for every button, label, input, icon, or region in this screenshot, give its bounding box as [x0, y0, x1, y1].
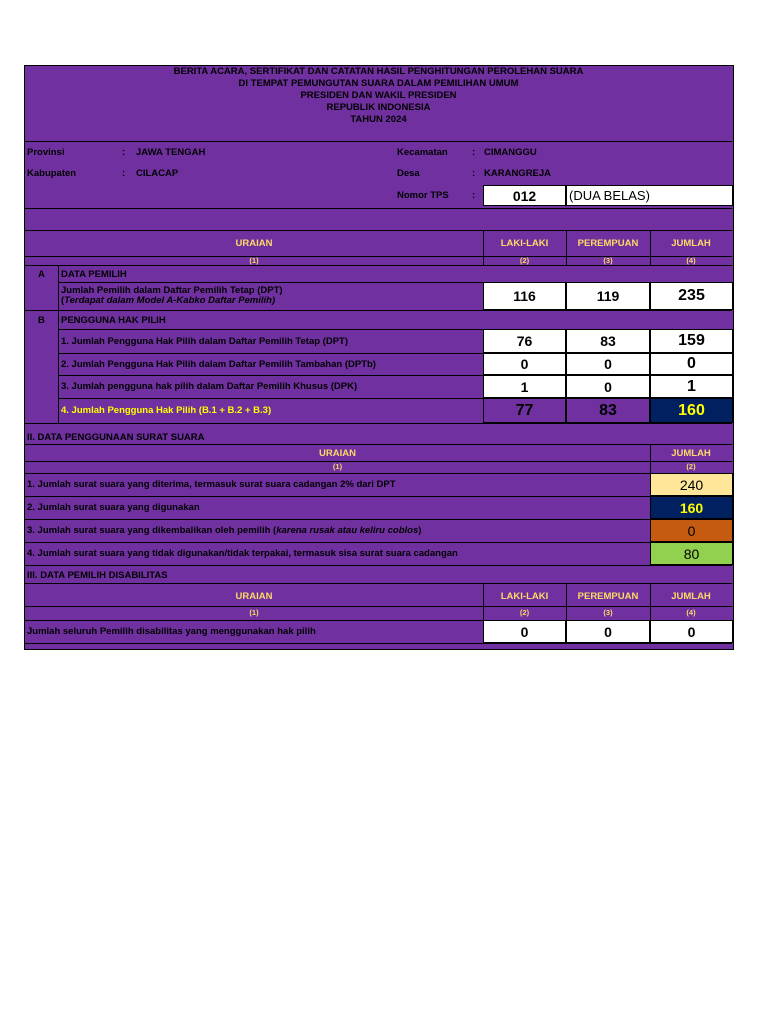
s3-col-number-1: (1): [249, 608, 259, 617]
col-uraian-header: URAIAN: [235, 238, 273, 249]
divider: [25, 310, 732, 311]
kecamatan-label: Kecamatan: [397, 147, 448, 158]
s2-col-uraian-header: URAIAN: [319, 448, 356, 459]
form-sheet: [24, 65, 734, 650]
form-title-line-1: BERITA ACARA, SERTIFIKAT DAN CATATAN HASIL PENGHITUNGAN PEROLEHAN SUARA: [173, 66, 584, 77]
divider: [650, 230, 651, 265]
dpt-perempuan-cell: 119: [566, 282, 650, 310]
dpt-row-label-1: Jumlah Pemilih dalam Daftar Pemilih Tetap (DPT): [61, 285, 283, 296]
divider: [25, 208, 732, 209]
dpt-laki-cell: 116: [483, 282, 566, 310]
b1-jumlah-cell: 159: [650, 329, 733, 353]
desa-label: Desa: [397, 168, 420, 179]
kecamatan-sep: :: [472, 147, 476, 158]
divider: [566, 583, 567, 620]
divider: [25, 542, 732, 543]
col-laki-header: LAKI-LAKI: [500, 238, 549, 249]
s3-col-number-4: (4): [686, 608, 696, 617]
s3-r1-jumlah-cell: 0: [650, 620, 733, 643]
col-number-3: (3): [603, 256, 613, 265]
col-number-2: (2): [519, 256, 530, 265]
tps-label: Nomor TPS: [397, 190, 449, 201]
form-title-line-5: TAHUN 2024: [350, 114, 407, 125]
b4-jumlah-cell: 160: [650, 398, 733, 423]
divider: [25, 496, 732, 497]
b1-row-label: 1. Jumlah Pengguna Hak Pilih dalam Daftar Pemilih Tetap (DPT): [61, 336, 348, 347]
b3-jumlah-cell: 1: [650, 375, 733, 398]
section-3-title: III. DATA PEMILIH DISABILITAS: [27, 570, 168, 581]
divider: [25, 519, 732, 520]
provinsi-label: Provinsi: [27, 147, 65, 158]
form-title-line-2: DI TEMPAT PEMUNGUTAN SUARA DALAM PEMILIHAN UMUM: [238, 78, 519, 89]
divider: [650, 444, 651, 473]
divider: [25, 473, 732, 474]
s3-col-number-2: (2): [519, 608, 530, 617]
section-b-letter: B: [38, 315, 45, 326]
s3-col-jumlah-header: JUMLAH: [671, 591, 711, 602]
tps-number-field: 012: [483, 185, 566, 206]
b2-row-label: 2. Jumlah Pengguna Hak Pilih dalam Daftar Pemilih Tambahan (DPTb): [61, 359, 376, 370]
b4-perempuan-cell: 83: [566, 398, 650, 423]
s2-r3-label: 3. Jumlah surat suara yang dikembalikan oleh pemilih (karena rusak atau keliru coblos): [27, 525, 422, 536]
divider: [25, 565, 732, 566]
col-jumlah-header: JUMLAH: [671, 238, 711, 249]
desa-sep: :: [472, 168, 476, 179]
dpt-row-label-2: (Terdapat dalam Model A-Kabko Daftar Pemilih): [61, 295, 276, 306]
divider: [483, 583, 484, 620]
s2-r4-label: 4. Jumlah surat suara yang tidak digunakan/tidak terpakai, termasuk sisa surat suara cadangan: [27, 548, 458, 559]
divider: [25, 141, 732, 142]
divider: [25, 423, 732, 424]
s3-col-number-3: (3): [603, 608, 613, 617]
b4-laki-cell: 77: [483, 398, 566, 423]
section-a-title: DATA PEMILIH: [61, 269, 127, 280]
s3-r1-laki-cell: 0: [483, 620, 566, 643]
divider: [650, 583, 651, 620]
divider: [483, 230, 484, 265]
kecamatan-value: CIMANGGU: [484, 147, 537, 158]
s2-r3-value: 0: [650, 519, 733, 542]
col-number-4: (4): [686, 256, 696, 265]
b3-perempuan-cell: 0: [566, 375, 650, 398]
b2-perempuan-cell: 0: [566, 353, 650, 375]
section-b-title: PENGGUNA HAK PILIH: [61, 315, 166, 326]
divider: [25, 643, 732, 644]
desa-value: KARANGREJA: [484, 168, 552, 179]
kabupaten-label: Kabupaten: [27, 168, 77, 179]
s2-r1-label: 1. Jumlah surat suara yang diterima, termasuk surat suara cadangan 2% dari DPT: [27, 479, 396, 490]
col-number-1: (1): [249, 256, 259, 265]
divider: [25, 265, 732, 266]
divider: [25, 583, 732, 584]
col-perempuan-header: PEREMPUAN: [577, 238, 639, 249]
tps-sep: :: [472, 190, 476, 201]
b3-laki-cell: 1: [483, 375, 566, 398]
b1-perempuan-cell: 83: [566, 329, 650, 353]
b2-jumlah-cell: 0: [650, 353, 733, 375]
s2-col-jumlah-header: JUMLAH: [671, 448, 711, 459]
form-title-line-4: REPUBLIK INDONESIA: [326, 102, 431, 113]
s2-r2-value: 160: [650, 496, 733, 519]
b2-laki-cell: 0: [483, 353, 566, 375]
b3-row-label: 3. Jumlah pengguna hak pilih dalam Daftar Pemilih Khusus (DPK): [61, 381, 358, 392]
divider: [566, 230, 567, 265]
provinsi-value: JAWA TENGAH: [136, 147, 206, 158]
s2-r1-value: 240: [650, 473, 733, 496]
s2-r4-value: 80: [650, 542, 733, 565]
section-a-letter: A: [38, 269, 45, 280]
section-2-title: II. DATA PENGGUNAAN SURAT SUARA: [27, 432, 205, 443]
s3-r1-label: Jumlah seluruh Pemilih disabilitas yang menggunakan hak pilih: [27, 626, 316, 637]
b4-row-label: 4. Jumlah Pengguna Hak Pilih (B.1 + B.2 + B.3): [61, 405, 272, 416]
divider: [25, 606, 732, 607]
dpt-jumlah-cell: 235: [650, 282, 733, 310]
kabupaten-sep: :: [122, 168, 126, 179]
s2-r2-label: 2. Jumlah surat suara yang digunakan: [27, 502, 200, 513]
s3-col-perempuan-header: PEREMPUAN: [577, 591, 639, 602]
s3-col-laki-header: LAKI-LAKI: [500, 591, 549, 602]
s3-col-uraian-header: URAIAN: [235, 591, 273, 602]
provinsi-sep: :: [122, 147, 126, 158]
s3-r1-perempuan-cell: 0: [566, 620, 650, 643]
divider: [25, 230, 732, 231]
divider: [58, 310, 59, 423]
kabupaten-value: CILACAP: [136, 168, 179, 179]
s2-col-number-2: (2): [686, 462, 696, 471]
divider: [25, 444, 732, 445]
form-title-line-3: PRESIDEN DAN WAKIL PRESIDEN: [300, 90, 457, 101]
s2-col-number-1: (1): [332, 462, 343, 471]
b1-laki-cell: 76: [483, 329, 566, 353]
tps-words-field: (DUA BELAS): [566, 185, 733, 206]
